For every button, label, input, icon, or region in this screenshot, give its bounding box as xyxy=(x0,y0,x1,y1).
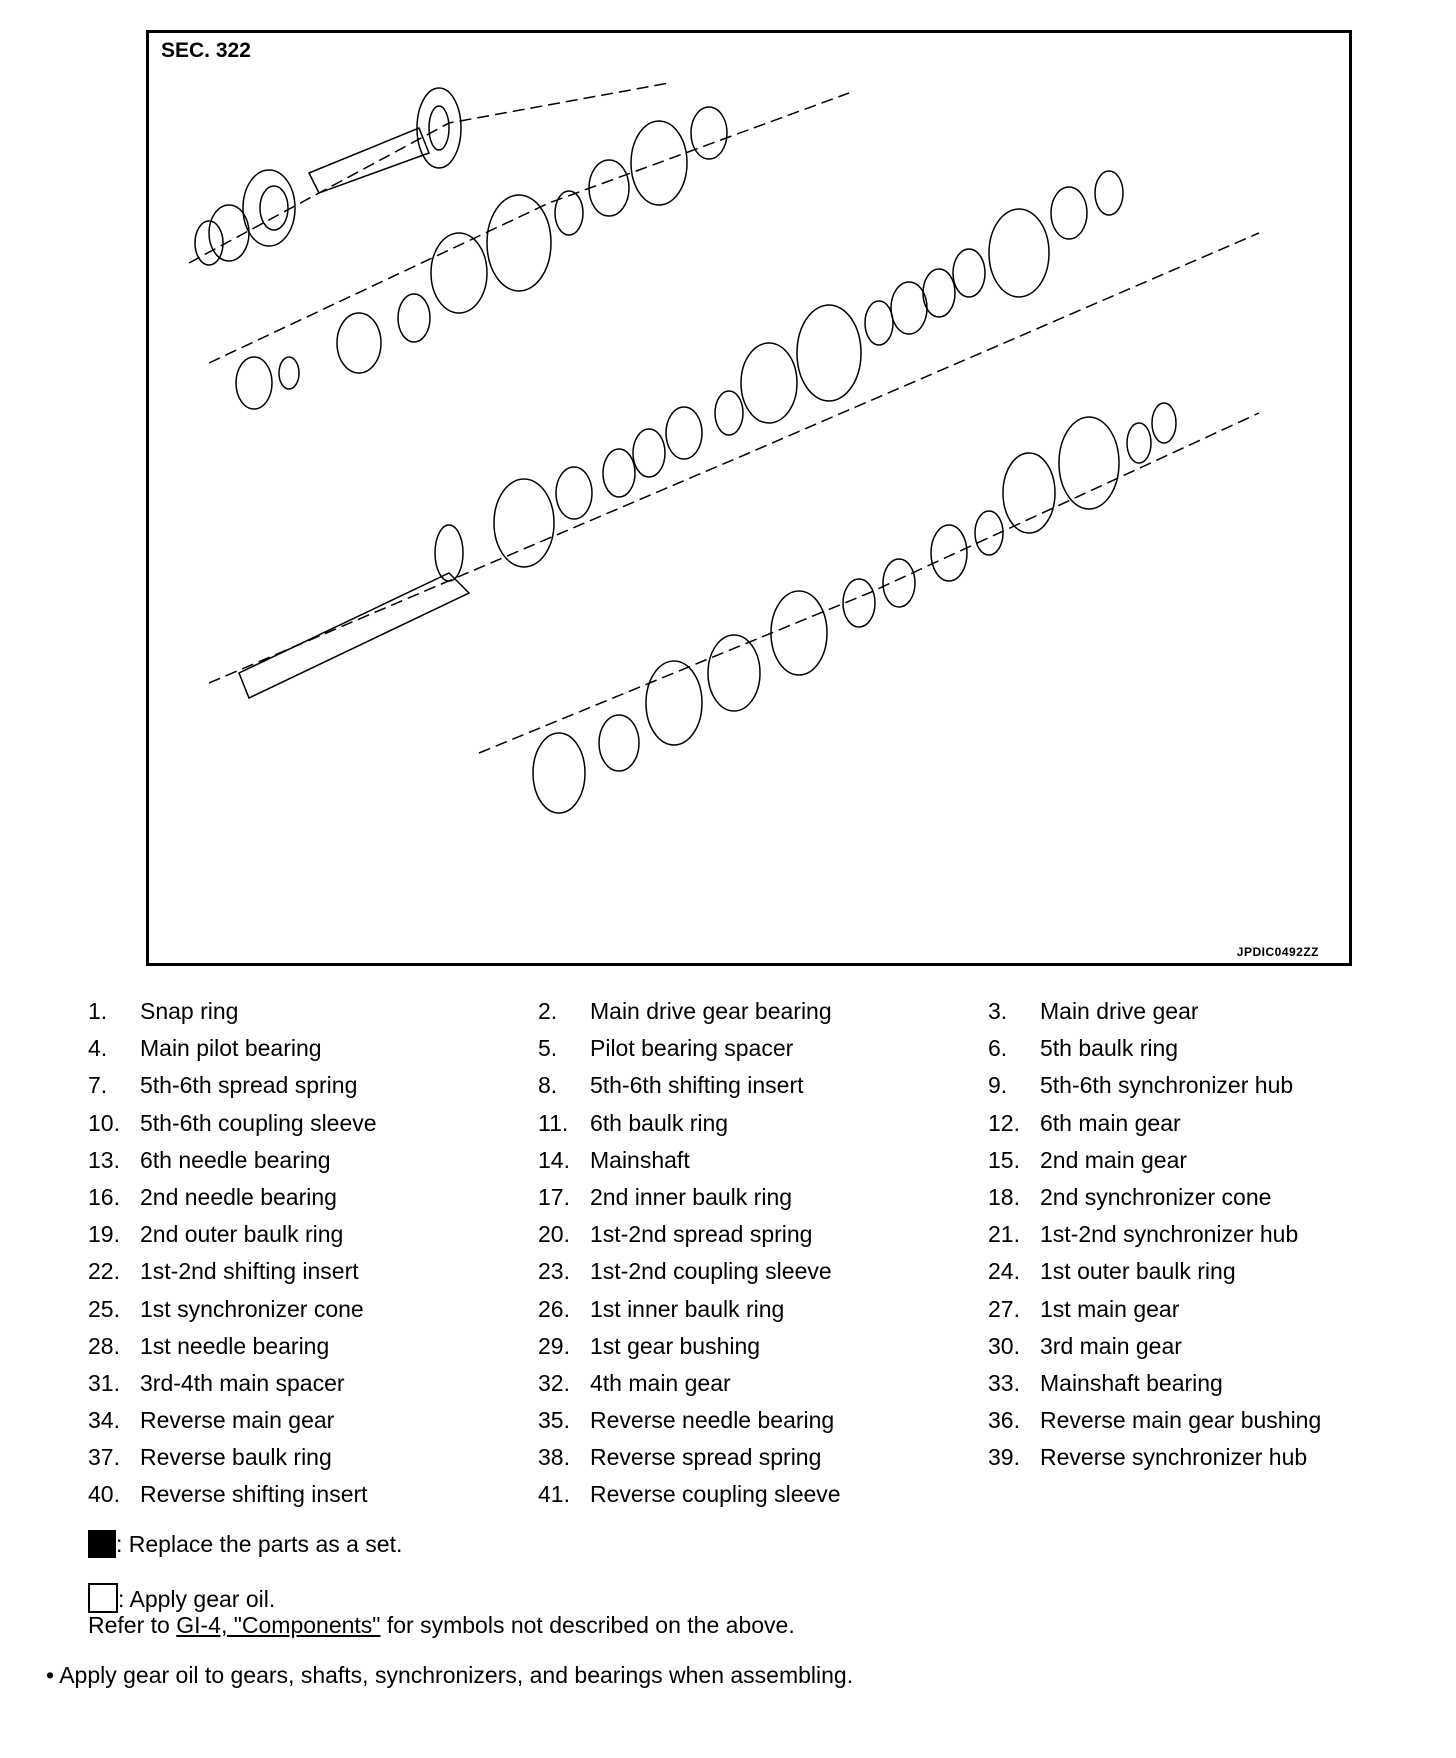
main-gear-3rd-drawing xyxy=(533,733,585,813)
reverse-synchronizer-hub-drawing xyxy=(1003,453,1055,533)
synchronizer-hub-1-2-drawing xyxy=(741,343,797,423)
spread-spring-drawing xyxy=(398,294,430,342)
legend-item-number: 36. xyxy=(988,1407,1020,1434)
legend-item-name: 1st-2nd spread spring xyxy=(590,1221,813,1248)
symbol-apply-gear-oil-text: : Apply gear oil. xyxy=(118,1586,276,1612)
legend-item-number: 19. xyxy=(88,1221,120,1248)
legend-item-name: 2nd main gear xyxy=(1040,1146,1188,1173)
legend-item-name: Reverse shifting insert xyxy=(140,1481,368,1508)
assembly-note xyxy=(46,1662,853,1689)
centerline-row4 xyxy=(479,413,1259,753)
legend-item-number: 7. xyxy=(88,1072,108,1099)
reverse-baulk-ring-drawing xyxy=(931,525,967,581)
legend-item-number: 29. xyxy=(538,1332,570,1359)
legend-row xyxy=(88,1370,1408,1407)
legend-item-name: Main pilot bearing xyxy=(140,1035,322,1062)
spread-spring-drawing xyxy=(865,301,893,345)
baulk-ring-6th-drawing xyxy=(589,160,629,216)
legend-item-name: Snap ring xyxy=(140,998,239,1024)
legend-item-number: 4. xyxy=(88,1035,108,1062)
legend-item-number: 6. xyxy=(988,1035,1008,1062)
reverse-needle-bearing-drawing xyxy=(843,579,875,627)
reverse-main-gear-drawing xyxy=(771,591,827,675)
legend-item-name: 4th main gear xyxy=(590,1369,731,1396)
legend-item-number: 37. xyxy=(88,1444,120,1471)
needle-bearing-1st-drawing xyxy=(1051,187,1087,239)
mainshaft-drawing xyxy=(239,525,469,698)
reference-link[interactable]: GI-4, "Components" xyxy=(176,1612,381,1638)
note-bullet: • xyxy=(46,1662,55,1688)
legend-item-name: Main drive gear xyxy=(1040,998,1199,1024)
legend-item-name: 5th-6th synchronizer hub xyxy=(1040,1072,1294,1099)
reference-post: for symbols not described on the above. xyxy=(380,1612,795,1638)
legend-item-name: 1st outer baulk ring xyxy=(1040,1258,1236,1285)
legend-item-name: 6th main gear xyxy=(1040,1109,1181,1136)
synchronizer-cone-1st-drawing xyxy=(923,269,955,317)
legend-item-name: 1st main gear xyxy=(1040,1295,1180,1322)
legend-item-number: 18. xyxy=(988,1183,1020,1210)
legend-item-number: 41. xyxy=(538,1481,570,1508)
legend-item-name: 1st-2nd synchronizer hub xyxy=(1040,1221,1299,1248)
legend-item-number: 22. xyxy=(88,1258,120,1285)
legend-item-name: 1st inner baulk ring xyxy=(590,1295,785,1322)
legend-item-name: 2nd inner baulk ring xyxy=(590,1183,793,1210)
needle-bearing-6th-drawing xyxy=(691,107,727,159)
mainshaft-bearing-drawing xyxy=(708,635,760,711)
legend-item-number: 12. xyxy=(988,1109,1020,1136)
figure-code: JPDIC0492ZZ xyxy=(1236,945,1319,959)
section-label: SEC. 322 xyxy=(161,39,251,62)
main-gear-2nd-drawing xyxy=(494,479,554,567)
legend-item-name: Reverse synchronizer hub xyxy=(1040,1444,1308,1471)
legend-item-name: 3rd main gear xyxy=(1040,1332,1182,1359)
legend-item-name: 5th-6th coupling sleeve xyxy=(140,1109,377,1136)
oil-can-icon xyxy=(88,1583,118,1613)
legend-row xyxy=(88,1481,1408,1518)
legend-row xyxy=(88,1407,1408,1444)
exploded-view-drawing xyxy=(149,33,1349,963)
legend-item-number: 34. xyxy=(88,1407,120,1434)
legend-item-number: 32. xyxy=(538,1369,570,1396)
main-pilot-bearing-drawing xyxy=(236,357,272,409)
legend-item-name: 5th baulk ring xyxy=(1040,1035,1179,1062)
legend-item-name: 5th-6th shifting insert xyxy=(590,1072,804,1099)
reverse-coupling-sleeve-drawing xyxy=(1059,417,1119,509)
legend-row xyxy=(88,1184,1408,1221)
reverse-main-gear-bushing-drawing xyxy=(883,559,915,607)
legend-row xyxy=(88,998,1408,1035)
legend-item-number: 16. xyxy=(88,1183,120,1210)
legend-row xyxy=(88,1110,1408,1147)
legend-item-name: 2nd needle bearing xyxy=(140,1183,337,1210)
main-drive-gear-bearing-drawing xyxy=(243,170,295,246)
needle-bearing-2nd-drawing xyxy=(556,467,592,519)
legend-item-number: 26. xyxy=(538,1295,570,1322)
main-spacer-3rd-4th-drawing xyxy=(599,715,639,771)
legend-item-number: 30. xyxy=(988,1332,1020,1359)
parts-legend xyxy=(88,998,1408,1519)
legend-item-name: Reverse main gear xyxy=(140,1407,335,1434)
legend-row xyxy=(88,1333,1408,1370)
legend-item-name: 2nd synchronizer cone xyxy=(1040,1183,1272,1210)
legend-item-name: 5th-6th spread spring xyxy=(140,1072,358,1099)
snap-ring-drawing xyxy=(1152,403,1176,443)
legend-item-name: 1st-2nd shifting insert xyxy=(140,1258,359,1285)
legend-item-number: 28. xyxy=(88,1332,120,1359)
legend-item-number: 40. xyxy=(88,1481,120,1508)
legend-row xyxy=(88,1296,1408,1333)
reference-pre: Refer to xyxy=(88,1612,177,1638)
legend-item-number: 14. xyxy=(538,1146,570,1173)
legend-item-number: 25. xyxy=(88,1295,120,1322)
legend-row xyxy=(88,1221,1408,1258)
snap-ring-drawing xyxy=(209,205,249,261)
legend-item-name: Reverse needle bearing xyxy=(590,1407,835,1434)
legend-item-number: 13. xyxy=(88,1146,120,1173)
legend-item-name: 6th needle bearing xyxy=(140,1146,331,1173)
legend-item-name: 1st-2nd coupling sleeve xyxy=(590,1258,832,1285)
outer-baulk-ring-2nd-drawing xyxy=(666,407,702,459)
legend-item-number: 24. xyxy=(988,1258,1020,1285)
legend-item-name: 1st synchronizer cone xyxy=(140,1295,364,1322)
legend-item-number: 39. xyxy=(988,1444,1020,1471)
legend-item-name: Pilot bearing spacer xyxy=(590,1035,794,1062)
coupling-sleeve-5-6-drawing xyxy=(487,195,551,291)
centerline-row3 xyxy=(209,233,1259,683)
legend-item-number: 38. xyxy=(538,1444,570,1471)
legend-item-number: 3. xyxy=(988,998,1008,1024)
main-gear-4th-drawing xyxy=(646,661,702,745)
legend-item-number: 9. xyxy=(988,1072,1008,1099)
legend-row xyxy=(88,1444,1408,1481)
legend-item-number: 23. xyxy=(538,1258,570,1285)
legend-item-number: 35. xyxy=(538,1407,570,1434)
coupling-sleeve-1-2-drawing xyxy=(797,305,861,401)
legend-item-name: Mainshaft xyxy=(590,1146,690,1173)
legend-item-name: 2nd outer baulk ring xyxy=(140,1221,344,1248)
legend-item-name: Main drive gear bearing xyxy=(590,998,832,1024)
legend-item-name: Reverse baulk ring xyxy=(140,1444,332,1471)
legend-item-number: 10. xyxy=(88,1109,120,1136)
exploded-view-figure xyxy=(146,30,1352,966)
symbol-replace-set xyxy=(88,1530,402,1558)
symbol-apply-gear-oil xyxy=(88,1583,275,1613)
legend-item-number: 17. xyxy=(538,1183,570,1210)
spread-spring-drawing xyxy=(715,391,743,435)
inner-baulk-ring-1st-drawing xyxy=(953,249,985,297)
legend-item-name: Mainshaft bearing xyxy=(1040,1369,1223,1396)
symbol-replace-set-text: : Replace the parts as a set. xyxy=(116,1531,403,1557)
legend-row xyxy=(88,1258,1408,1295)
baulk-ring-5th-drawing xyxy=(337,313,381,373)
legend-row xyxy=(88,1072,1408,1109)
legend-item-number: 5. xyxy=(538,1035,558,1062)
legend-item-number: 20. xyxy=(538,1221,570,1248)
inner-baulk-ring-2nd-drawing xyxy=(603,449,635,497)
centerline-upper xyxy=(189,83,669,263)
gear-bushing-1st-drawing xyxy=(1095,171,1123,215)
legend-item-name: 6th baulk ring xyxy=(590,1109,729,1136)
legend-row xyxy=(88,1147,1408,1184)
legend-item-number: 27. xyxy=(988,1295,1020,1322)
legend-item-number: 31. xyxy=(88,1369,120,1396)
reference-line xyxy=(88,1612,795,1639)
legend-item-number: 11. xyxy=(538,1109,569,1136)
main-drive-gear-drawing xyxy=(309,88,461,193)
legend-item-name: Reverse coupling sleeve xyxy=(590,1481,841,1508)
synchronizer-cone-2nd-drawing xyxy=(633,429,665,477)
legend-item-number: 8. xyxy=(538,1072,558,1099)
main-gear-1st-drawing xyxy=(989,209,1049,297)
snap-ring-drawing xyxy=(1127,423,1151,463)
outer-baulk-ring-1st-drawing xyxy=(891,282,927,334)
note-text: Apply gear oil to gears, shafts, synchronizers, and bearings when assembling. xyxy=(59,1662,854,1688)
legend-item-number: 1. xyxy=(88,998,108,1024)
legend-item-name: Reverse main gear bushing xyxy=(1040,1407,1322,1434)
legend-item-number: 15. xyxy=(988,1146,1020,1173)
replace-set-icon xyxy=(88,1530,116,1558)
legend-item-name: 1st needle bearing xyxy=(140,1332,330,1359)
legend-item-number: 21. xyxy=(988,1221,1020,1248)
legend-row xyxy=(88,1035,1408,1072)
spread-spring-drawing xyxy=(555,191,583,235)
legend-item-number: 33. xyxy=(988,1369,1020,1396)
pilot-bearing-spacer-drawing xyxy=(279,357,299,389)
legend-item-name: 3rd-4th main spacer xyxy=(140,1369,345,1396)
legend-item-number: 2. xyxy=(538,998,558,1024)
centerline-row2 xyxy=(209,93,849,363)
legend-item-name: Reverse spread spring xyxy=(590,1444,822,1471)
legend-item-name: 1st gear bushing xyxy=(590,1332,761,1359)
